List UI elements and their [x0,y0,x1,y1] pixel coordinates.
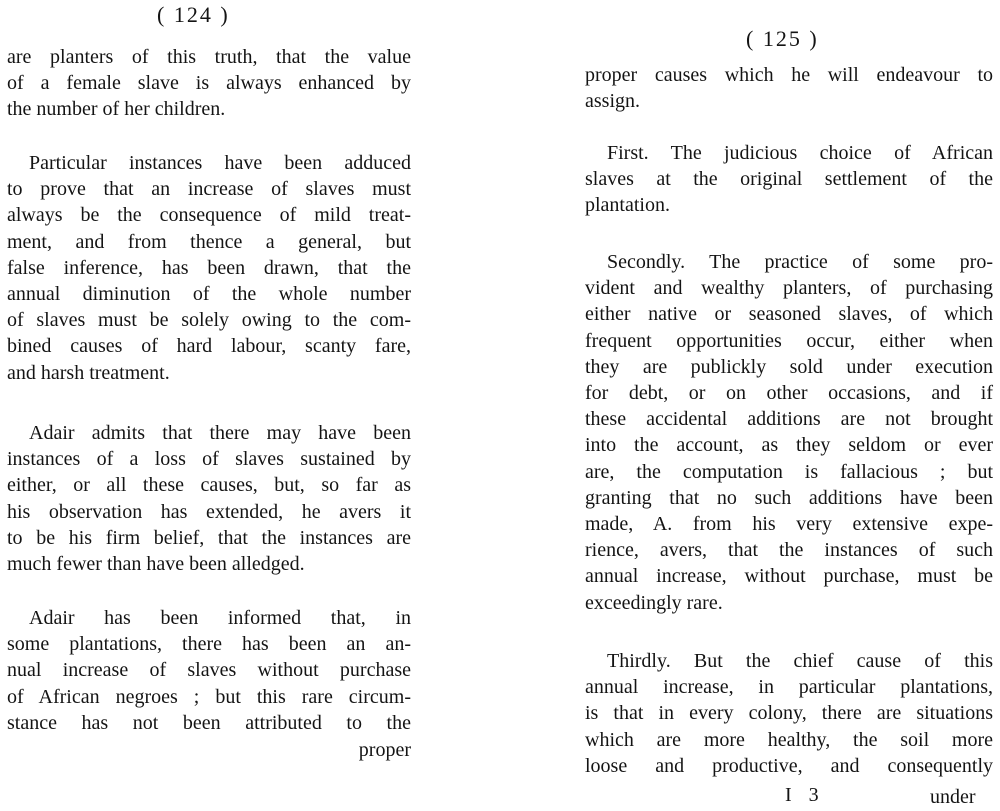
text-line: some plantations, there has been an an- [7,633,411,656]
text-line: always be the consequence of mild treat- [7,204,411,227]
text-line: instances of a loss of slaves sustained by [7,448,411,471]
page-number-right: ( 125 ) [746,26,819,51]
text-line: annual increase, in particular plantations, [585,676,993,699]
text-line: Adair admits that there may have been [29,422,411,444]
text-line: of African negroes ; but this rare circum- [7,685,411,708]
text-line: frequent opportunities occur, either when [585,329,993,352]
text-line: plantation. [585,194,670,217]
text-line: the number of her children. [7,98,226,121]
paragraph-left-3 [7,420,411,577]
text-line: exceedingly rare. [585,591,723,614]
text-line: assign. [585,90,640,113]
catchword-left: proper [358,739,411,761]
paragraph-left-2 [7,150,411,386]
text-line: his observation has extended, he avers it [7,500,411,523]
text-line: for debt, or on other occasions, and if [585,382,993,405]
text-line: granting that no such additions have been [585,486,993,509]
text-line: is that in every colony, there are situations [585,702,993,725]
text-line: made, A. from his very extensive expe- [585,513,993,536]
paragraph-right-1 [585,62,993,114]
text-line: of a female slave is always enhanced by [7,72,411,95]
text-line: slaves at the original settlement of the [585,168,993,191]
paragraph-right-3 [585,249,993,616]
text-line: are planters of this truth, that the value [7,46,411,68]
text-line: Secondly. The practice of some pro- [607,251,993,273]
text-line: annual diminution of the whole number [7,283,411,306]
text-line: First. The judicious choice of African [607,142,993,164]
text-line: ment, and from thence a general, but [7,230,411,253]
text-line: Adair has been informed that, in [29,607,411,629]
catchword-right: under [930,786,976,808]
text-line: nual increase of slaves without purchase [7,659,411,682]
text-line: Particular instances have been adduced [29,152,411,174]
text-line: loose and productive, and consequently [585,754,993,777]
paragraph-left-4 [7,605,411,736]
text-line: they are publickly sold under execution [585,355,993,378]
text-line: into the account, as they seldom or ever [585,434,993,457]
text-line: either, or all these causes, but, so far as [7,474,411,497]
text-line: which are more healthy, the soil more [585,728,993,751]
text-line: either native or seasoned slaves, of which [585,303,993,326]
text-line: false inference, has been drawn, that the [7,256,411,279]
page-number-left: ( 124 ) [157,2,230,27]
text-line: stance has not been attributed to the [7,711,411,734]
text-line: and harsh treatment. [7,361,170,384]
paragraph-left-1 [7,44,411,123]
text-line: these accidental additions are not brought [585,408,993,431]
text-line: proper causes which he will endeavour to [585,64,993,86]
text-line: to prove that an increase of slaves must [7,178,411,201]
text-line: to be his firm belief, that the instances are [7,526,411,549]
text-line: much fewer than have been alledged. [7,553,305,576]
text-line: annual increase, without purchase, must be [585,565,993,588]
text-line: vident and wealthy planters, of purchasing [585,277,993,300]
text-line: Thirdly. But the chief cause of this [607,650,993,672]
text-line: bined causes of hard labour, scanty fare, [7,335,411,358]
text-line: rience, avers, that the instances of such [585,539,993,562]
paragraph-right-4 [585,648,993,779]
right-page [500,0,1000,811]
signature-mark: I 3 [785,784,825,806]
paragraph-right-2 [585,140,993,219]
text-line: are, the computation is fallacious ; but [585,460,993,483]
text-line: of slaves must be solely owing to the com- [7,309,411,332]
